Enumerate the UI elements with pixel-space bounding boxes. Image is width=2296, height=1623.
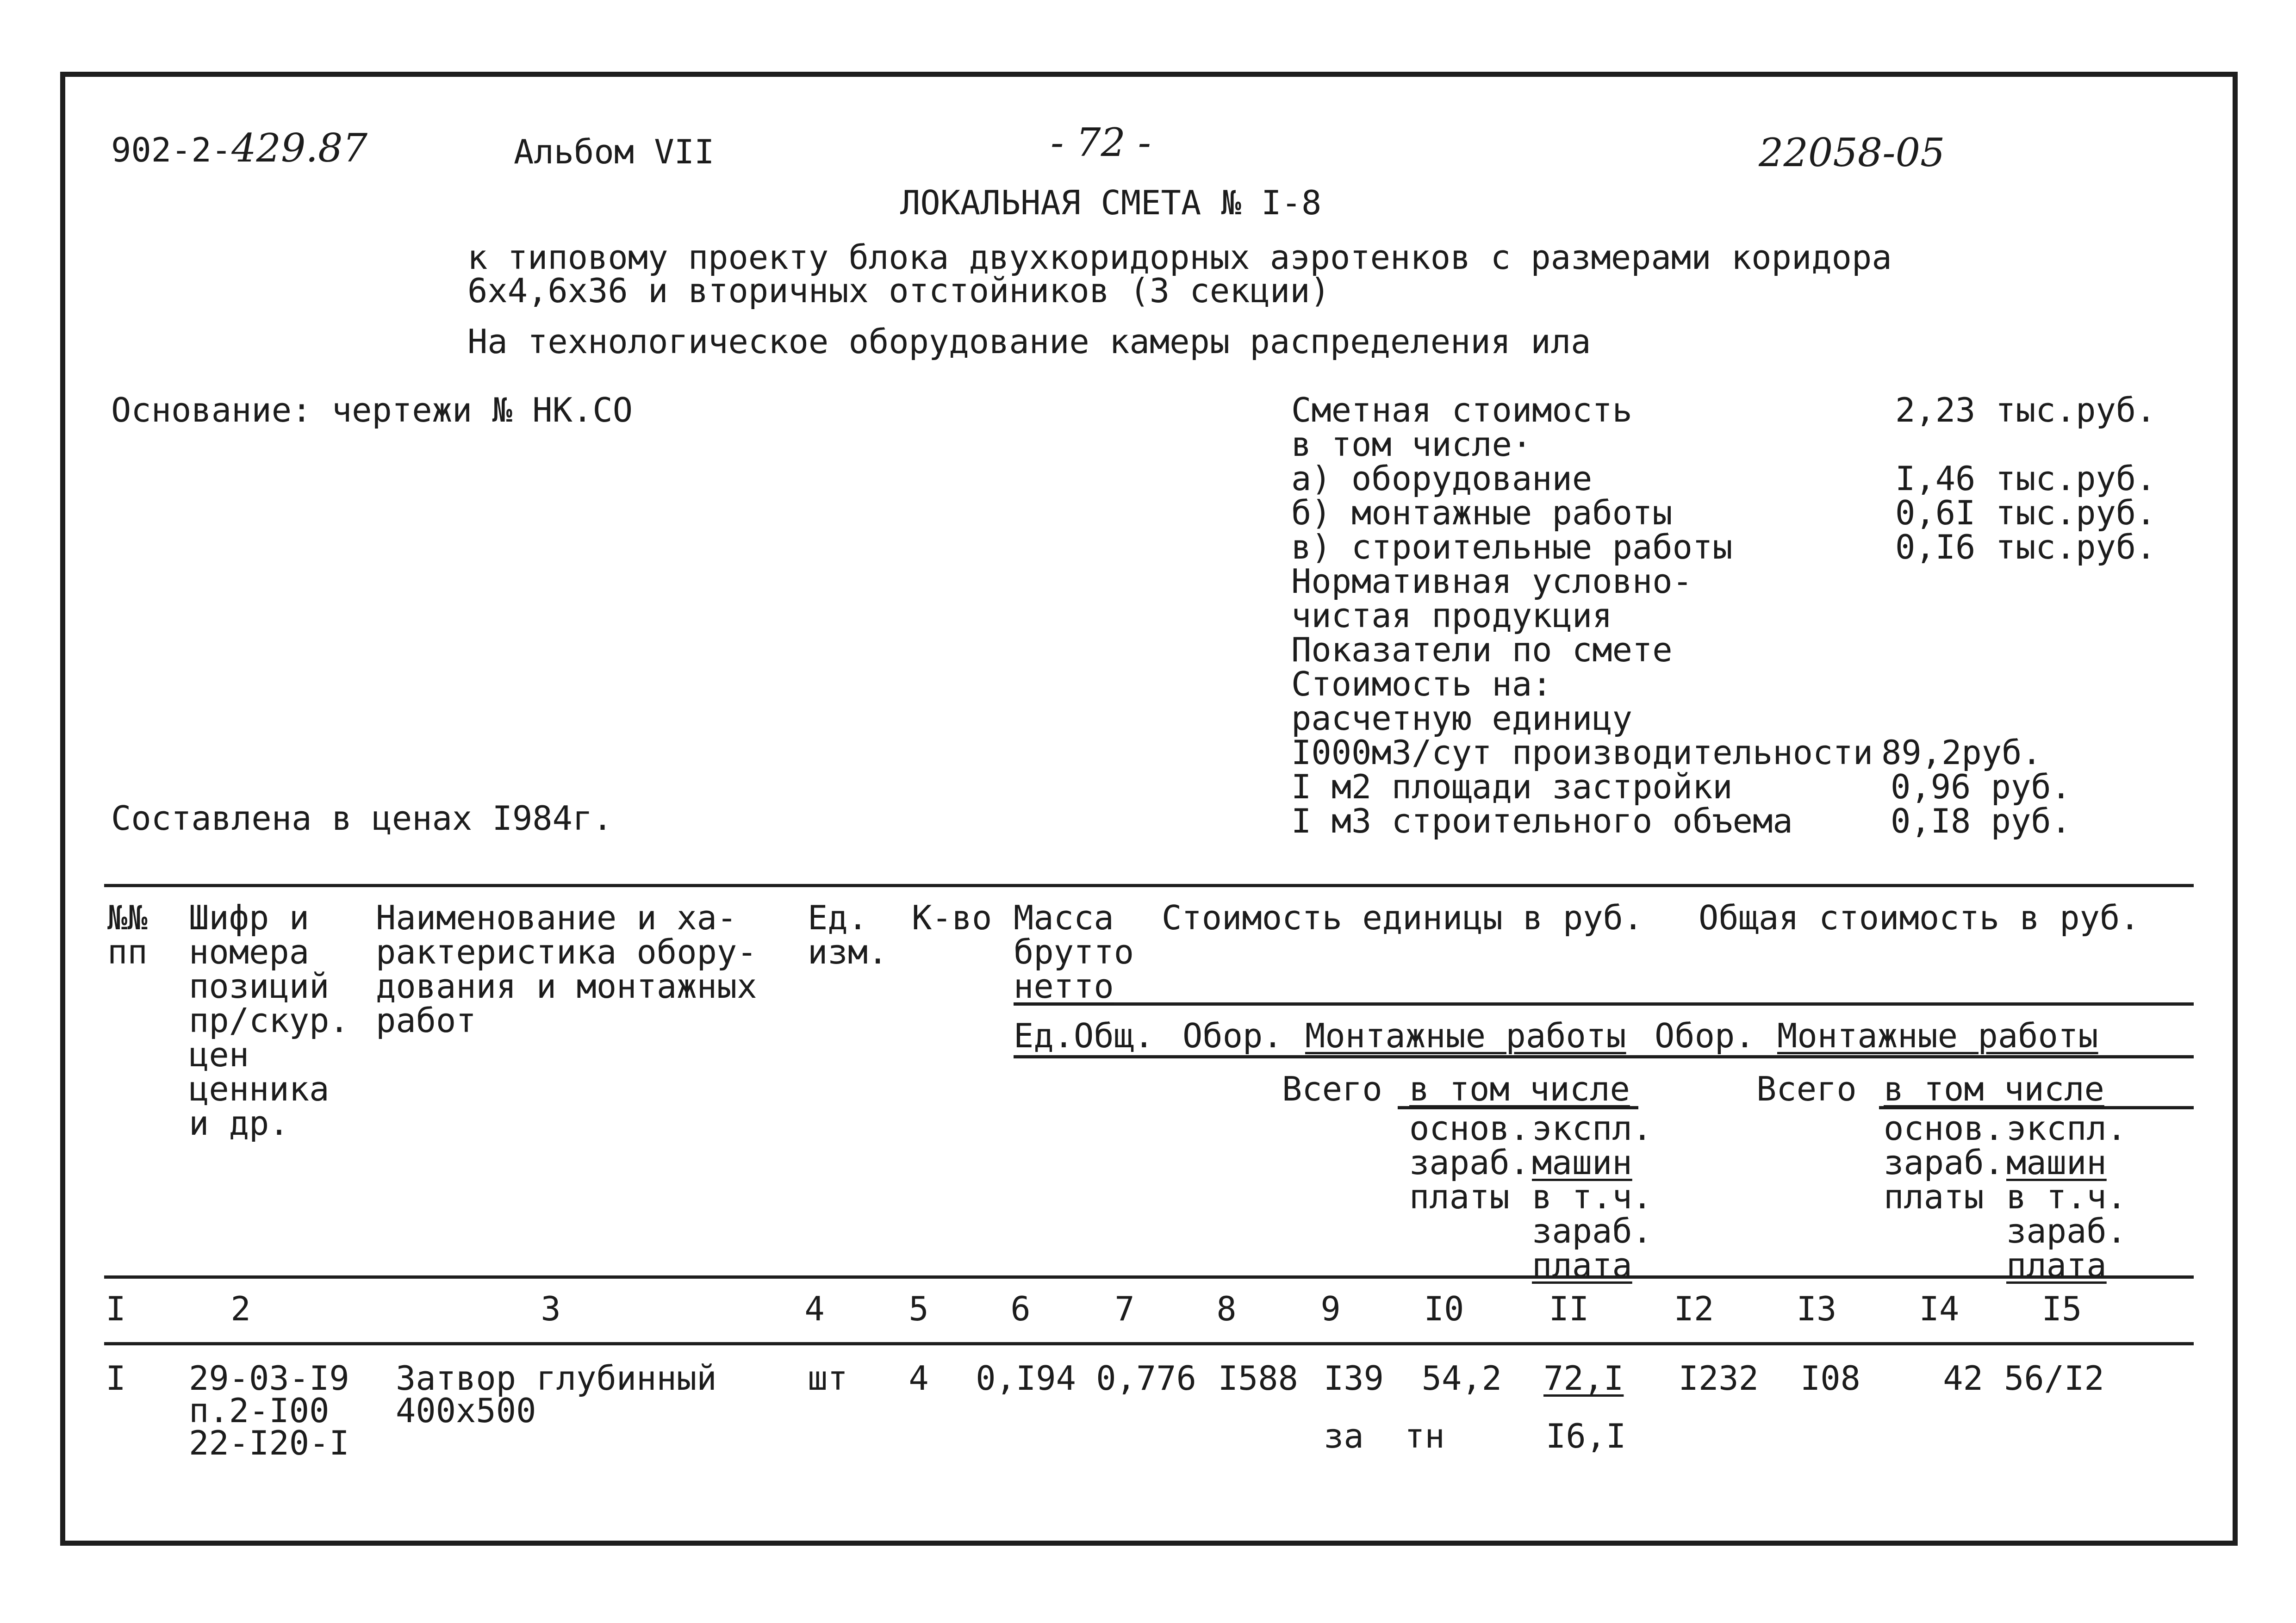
column-number: I2 xyxy=(1674,1289,1714,1328)
summary-label: Показатели по смете xyxy=(1291,630,1673,669)
header-expl-total: экспл. xyxy=(2006,1109,2127,1148)
row-mass-unit: 0,I94 xyxy=(976,1359,1076,1398)
header-osnov-unit: платы xyxy=(1409,1177,1510,1216)
row-number: I xyxy=(106,1359,126,1398)
row-col11: 72,I xyxy=(1543,1359,1624,1398)
summary-label: расчетную единицу xyxy=(1291,699,1632,738)
summary-label: I000м3/сут производительности xyxy=(1291,733,1873,772)
page-number: - 72 - xyxy=(1051,120,1151,165)
row-col9: I39 xyxy=(1323,1359,1384,1398)
column-number: I4 xyxy=(1919,1289,1960,1328)
header-osnov-total: основ. xyxy=(1884,1109,2004,1148)
column-number: II xyxy=(1549,1289,1589,1328)
row-code: 29-03-I9 xyxy=(189,1359,349,1398)
subtitle-line-1: к типовому проекту блока двухкоридорных аэротенков с размерами коридора xyxy=(467,238,1892,277)
header-expl-unit: в т.ч. xyxy=(1532,1177,1653,1216)
header-col2: и др. xyxy=(189,1104,289,1143)
summary-value: 2,23 тыс.руб. xyxy=(1895,391,2156,429)
summary-value: 0,I6 тыс.руб. xyxy=(1895,528,2156,566)
row-col8: I588 xyxy=(1218,1359,1298,1398)
summary-label: Сметная стоимость xyxy=(1291,391,1632,429)
column-number: 5 xyxy=(908,1289,929,1328)
header-col2: номера xyxy=(189,933,310,971)
row-col10: 54,2 xyxy=(1421,1359,1502,1398)
header-expl-total: плата xyxy=(2006,1246,2107,1285)
row-col14: 42 xyxy=(1943,1359,1983,1398)
header-vsego-unit: Всего xyxy=(1282,1070,1382,1108)
header-v-tom-chisle-total: в том числе xyxy=(1884,1070,2104,1108)
summary-label: Нормативная условно- xyxy=(1291,562,1692,601)
album-label: Альбом VII xyxy=(514,132,715,171)
column-number: 3 xyxy=(541,1289,561,1328)
header-col1: пп xyxy=(107,933,148,971)
row-col10-note: тн xyxy=(1405,1417,1445,1455)
header-expl-unit: экспл. xyxy=(1532,1109,1653,1148)
header-mass: Масса xyxy=(1014,898,1114,937)
header-expl-total: машин xyxy=(2006,1143,2107,1182)
prices-text: Составлена в ценах I984г. xyxy=(111,799,613,838)
row-code: п.2-I00 xyxy=(189,1391,330,1430)
column-number: 7 xyxy=(1114,1289,1135,1328)
summary-value: 0,6I тыс.руб. xyxy=(1895,493,2156,532)
header-mass: нетто xyxy=(1014,967,1114,1006)
summary-value: 89,2руб. xyxy=(1881,733,2042,772)
row-col13: I08 xyxy=(1800,1359,1860,1398)
column-number: I3 xyxy=(1796,1289,1837,1328)
row-name: 400х500 xyxy=(396,1391,536,1430)
header-col3: рактеристика обору- xyxy=(376,933,757,971)
header-total-cost: Общая стоимость в руб. xyxy=(1699,898,2140,937)
summary-label: в) строительные работы xyxy=(1291,528,1733,566)
column-number: I xyxy=(106,1289,126,1328)
summary-label: а) оборудование xyxy=(1291,459,1593,498)
summary-value: 0,96 руб. xyxy=(1891,767,2072,806)
header-col2: Шифр и xyxy=(189,898,310,937)
column-number: I0 xyxy=(1424,1289,1464,1328)
column-number: 6 xyxy=(1010,1289,1031,1328)
column-number: 2 xyxy=(230,1289,251,1328)
header-obor-unit: Обор. xyxy=(1182,1016,1283,1055)
row-code: 22-I20-I xyxy=(189,1424,349,1462)
column-number: 8 xyxy=(1216,1289,1237,1328)
header-col4: Ед. xyxy=(808,898,868,937)
header-obor-total: Обор. xyxy=(1655,1016,1755,1055)
row-col12: I232 xyxy=(1678,1359,1759,1398)
summary-label: I м3 строительного объема xyxy=(1291,802,1793,840)
header-col4: изм. xyxy=(808,933,888,971)
header-v-tom-chisle-unit: в том числе xyxy=(1409,1070,1630,1108)
table-numbers-rule xyxy=(104,1342,2194,1345)
table-top-rule xyxy=(104,884,2194,887)
header-expl-unit: плата xyxy=(1532,1246,1632,1285)
basis-text: Основание: чертежи № НК.СО xyxy=(111,391,633,429)
row-name: Затвор глубинный xyxy=(396,1359,717,1398)
column-number: 9 xyxy=(1320,1289,1341,1328)
table-subheader-rule xyxy=(1014,1055,2194,1058)
row-col9-note: за xyxy=(1324,1417,1364,1455)
header-unit-cost: Стоимость единицы в руб. xyxy=(1162,898,1643,937)
document-number: 22058-05 xyxy=(1759,130,1945,175)
summary-label: чистая продукция xyxy=(1291,596,1612,635)
summary-label: I м2 площади застройки xyxy=(1291,767,1733,806)
row-quantity: 4 xyxy=(908,1359,929,1398)
header-osnov-total: зараб. xyxy=(1884,1143,2004,1182)
header-mass: брутто xyxy=(1014,933,1134,971)
header-osnov-total: платы xyxy=(1884,1177,1984,1216)
header-expl-unit: зараб. xyxy=(1532,1212,1653,1250)
header-expl-total: в т.ч. xyxy=(2006,1177,2127,1216)
project-code: 902-2-429.87 xyxy=(111,125,368,171)
table-mass-rule xyxy=(1014,1002,2194,1006)
summary-label: б) монтажные работы xyxy=(1291,493,1673,532)
column-number: 4 xyxy=(804,1289,825,1328)
header-col3: Наименование и ха- xyxy=(376,898,737,937)
row-col15: 56/I2 xyxy=(2004,1359,2104,1398)
header-expl-total: зараб. xyxy=(2006,1212,2127,1250)
header-col2: ценника xyxy=(189,1070,330,1108)
row-col11-note: I6,I xyxy=(1546,1417,1626,1455)
row-unit: шт xyxy=(808,1359,848,1398)
header-col2: цен xyxy=(189,1035,249,1074)
header-montazh-unit: Монтажные работы xyxy=(1305,1016,1626,1055)
header-col3: работ xyxy=(376,1001,476,1040)
header-montazh-total: Монтажные работы xyxy=(1777,1016,2098,1055)
column-number: I5 xyxy=(2041,1289,2082,1328)
header-col2: пр/скур. xyxy=(189,1001,349,1040)
document-title: ЛОКАЛЬНАЯ СМЕТА № I-8 xyxy=(900,183,1322,222)
summary-value: I,46 тыс.руб. xyxy=(1895,459,2156,498)
subtitle-line-3: На технологическое оборудование камеры распределения ила xyxy=(467,322,1591,361)
header-col1: №№ xyxy=(107,898,148,937)
summary-value: 0,I8 руб. xyxy=(1891,802,2072,840)
subtitle-line-2: 6х4,6х36 и вторичных отстойников (3 секции) xyxy=(467,271,1330,310)
summary-label: Стоимость на: xyxy=(1291,665,1552,703)
header-vsego-total: Всего xyxy=(1756,1070,1857,1108)
table-header-bottom-rule xyxy=(104,1275,2194,1279)
header-col5: К-во xyxy=(912,898,992,937)
header-osnov-unit: зараб. xyxy=(1409,1143,1530,1182)
row-mass-total: 0,776 xyxy=(1096,1359,1196,1398)
header-ed-obsh: Ед.Общ. xyxy=(1014,1016,1154,1055)
header-col3: дования и монтажных xyxy=(376,967,757,1006)
summary-label: в том числе· xyxy=(1291,425,1532,464)
header-expl-unit: машин xyxy=(1532,1143,1632,1182)
header-osnov-unit: основ. xyxy=(1409,1109,1530,1148)
header-col2: позиций xyxy=(189,967,330,1006)
